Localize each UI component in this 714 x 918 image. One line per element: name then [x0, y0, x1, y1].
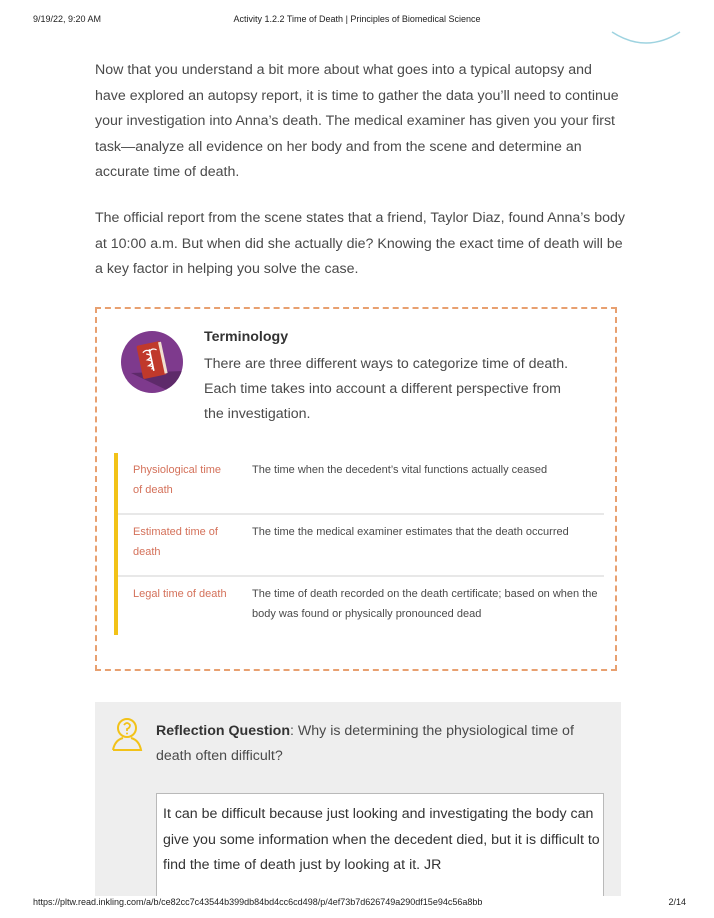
table-row — [118, 453, 604, 515]
term-name: Physiological time of death — [133, 464, 222, 496]
reflection-label: Reflection Question — [156, 723, 291, 739]
terminology-box — [95, 307, 617, 671]
intro-paragraph: Now that you understand a bit more about what goes into a typical autopsy and have explored an autopsy report, it is time to gather the data you’ll need to continue your investigation into Anna’s death. The medical examiner has given you your first task—analyze all evidence on her body and from the scene and determine an accurate time of death. — [95, 62, 619, 180]
print-url: https://pltw.read.inkling.com/a/b/ce82cc7c43544b399db84bd4cc6cd498/p/4ef73b7d626749a290df15e94c56a8bb — [33, 897, 483, 907]
decorative-swoosh-icon — [610, 28, 682, 48]
term-name: Legal time of death — [133, 588, 227, 600]
medical-book-icon — [121, 331, 183, 393]
reflection-question-text: : Why is determining the physiological time of death often difficult? — [156, 723, 574, 764]
print-header — [0, 14, 714, 28]
answer-textarea[interactable] — [156, 793, 604, 913]
official-report-paragraph: The official report from the scene states that a friend, Taylor Diaz, found Anna’s body at 10:00 a.m. But when did she actually die? Knowing the exact time of death will be a key factor in helping you solve the case. — [95, 210, 625, 277]
print-date: 9/19/22, 9:20 AM — [33, 14, 102, 24]
table-row — [118, 577, 604, 637]
reflection-question-panel — [95, 702, 621, 902]
reflection-question — [156, 719, 606, 769]
term-name: Estimated time of death — [133, 526, 218, 558]
table-row — [118, 515, 604, 577]
terminology-intro: There are three different ways to categorize time of death. Each time takes into account a different perspective from the investigation. — [204, 356, 569, 422]
print-title: Activity 1.2.2 Time of Death | Principles of Biomedical Science — [233, 14, 481, 24]
question-person-icon — [109, 716, 145, 752]
term-definition: The time when the decedent’s vital functions actually ceased — [252, 464, 548, 476]
term-definition: The time the medical examiner estimates that the death occurred — [252, 526, 569, 538]
terminology-heading: Terminology — [204, 329, 289, 345]
term-definition: The time of death recorded on the death certificate; based on when the body was found or physically pronounced dead — [252, 588, 598, 620]
print-footer — [0, 896, 714, 918]
answer-text: It can be difficult because just looking and investigating the body can give you some information when the decedent died, but it is difficult to find the time of death just by looking at it. JR — [163, 806, 600, 873]
page-number: 2/14 — [668, 897, 686, 907]
